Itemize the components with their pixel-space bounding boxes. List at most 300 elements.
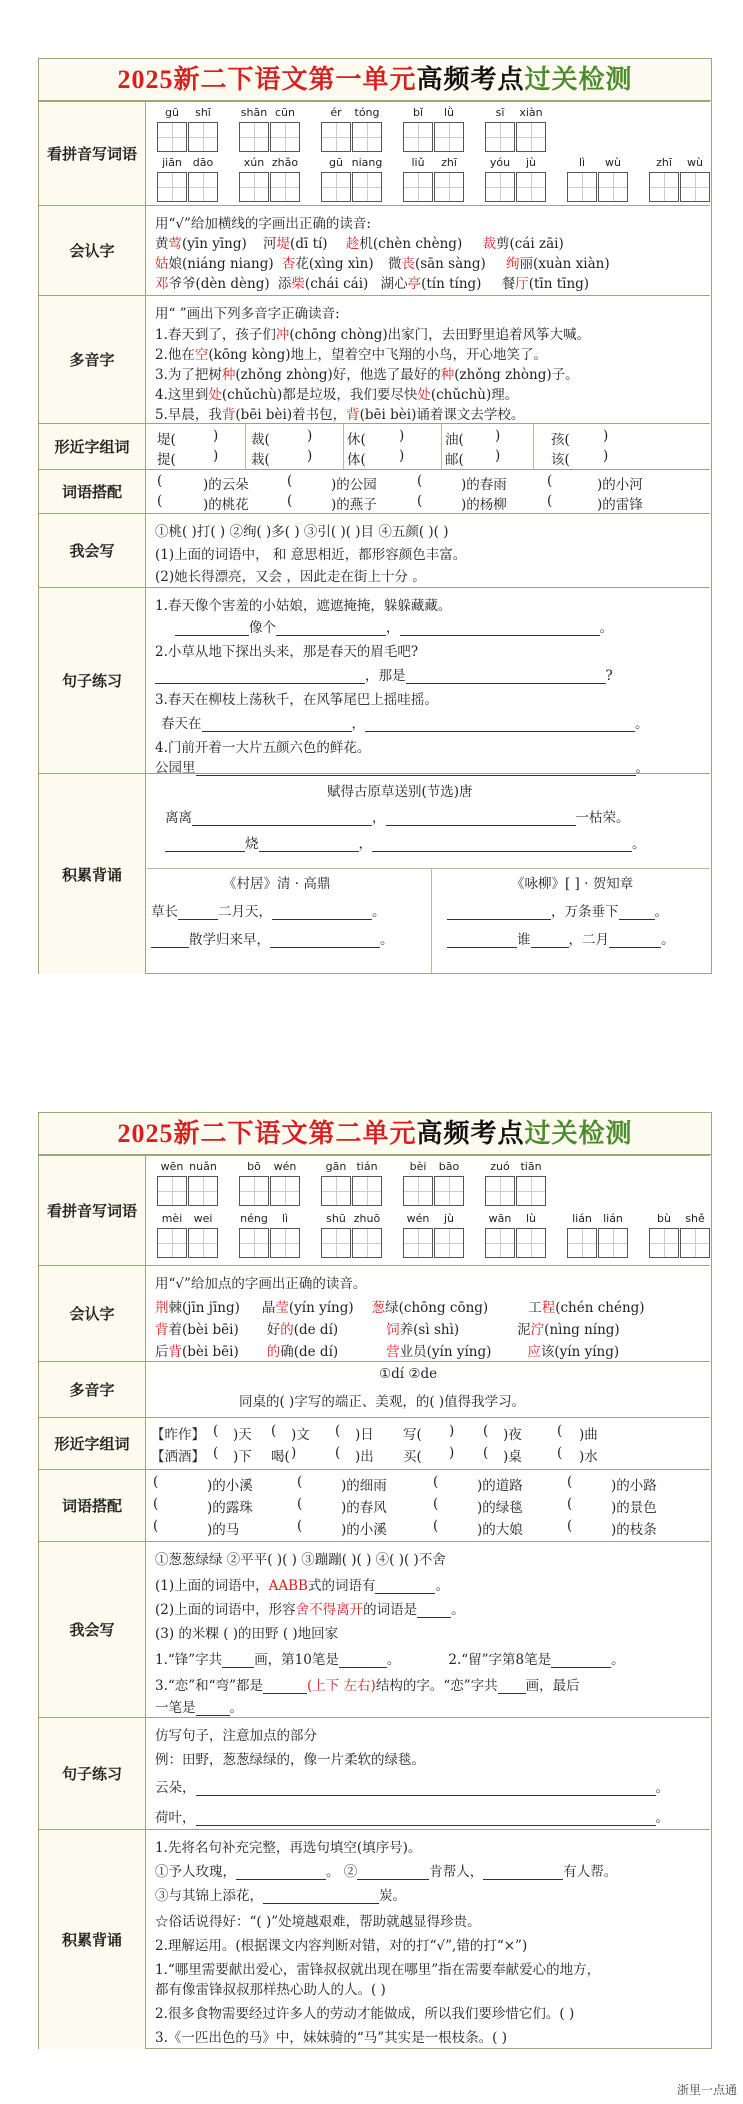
ciyu-cell[interactable]: )的雷锋 <box>597 497 643 513</box>
char-box[interactable] <box>239 172 269 202</box>
char-box[interactable] <box>434 1176 464 1206</box>
ciyu-cell[interactable]: )的马 <box>207 1522 240 1538</box>
section-label: 形近字组词 <box>39 1418 146 1469</box>
pinyin-label: xiàn <box>519 106 543 119</box>
text: 3.为了把树 <box>155 367 222 383</box>
ciyu-cell[interactable]: )的景色 <box>611 1500 657 1516</box>
ciyu-cell[interactable]: )的桃花 <box>203 497 249 513</box>
pinyin-options[interactable]: 确(de dí) <box>280 1344 339 1360</box>
pinyin-label: mèi <box>161 1212 183 1225</box>
char: 添 <box>277 276 292 292</box>
pinyin-options[interactable]: (bèi bēi) <box>182 1344 239 1360</box>
xingjin-cell[interactable]: 油( <box>445 432 464 448</box>
ciyu-cell[interactable]: ( <box>547 473 553 489</box>
pinyin-options[interactable]: 机(chèn chèng) <box>359 236 463 252</box>
xingjin-cell[interactable]: )夜 <box>503 1427 522 1443</box>
section-label: 词语搭配 <box>39 1470 146 1541</box>
ciyu-cell[interactable]: ( <box>297 1496 303 1512</box>
section-ciyu <box>39 1469 710 1541</box>
char-box[interactable] <box>157 122 187 152</box>
char-marked: 饲 <box>386 1322 400 1338</box>
pinyin-label: wén <box>406 1212 430 1225</box>
example-sentence: 2.小草从地下探出头来，那是春天的眉毛吧? <box>155 644 419 660</box>
ciyu-cell[interactable]: )的小路 <box>611 1478 657 1494</box>
section-wohuixie <box>39 513 710 587</box>
xingjin-cell[interactable]: ) <box>449 1445 455 1461</box>
pinyin-label: jiān <box>162 156 182 169</box>
char-box[interactable] <box>270 172 300 202</box>
xingjin-cell[interactable]: ) <box>307 448 313 464</box>
char-marked: 杏 <box>281 256 296 272</box>
xingjin-cell[interactable]: 休( <box>347 432 366 448</box>
poem-line[interactable]: 散学归来早， 。 <box>151 928 394 948</box>
xingjin-cell[interactable]: ( <box>335 1445 341 1461</box>
pinyin-options[interactable]: 棘(jīn jīng) <box>168 1300 240 1316</box>
pinyin-options[interactable]: (chōng chòng)出家门，去田野里追着风筝大喊。 <box>289 327 591 343</box>
xingjin-cell[interactable]: 提( <box>157 452 176 468</box>
char-box[interactable] <box>188 122 218 152</box>
pinyin-label: lì <box>281 1212 289 1225</box>
char-box[interactable] <box>516 1176 546 1206</box>
text: 。 ② <box>326 1864 358 1880</box>
char-box[interactable] <box>270 122 300 152</box>
pinyin-label: shī <box>195 106 211 119</box>
pinyin-label: wēn <box>160 1160 184 1173</box>
reading-line <box>155 1296 645 1316</box>
fill-line[interactable]: 一笔是 。 <box>155 1700 243 1716</box>
char-box[interactable] <box>598 172 628 202</box>
char-marked: 丧 <box>401 256 415 272</box>
text: 云朵， <box>155 1780 196 1796</box>
section-label: 词语搭配 <box>39 470 146 513</box>
char-box[interactable] <box>188 1176 218 1206</box>
char-box[interactable] <box>567 172 597 202</box>
xingjin-cell: 【洒酒】 <box>151 1449 205 1465</box>
section-label: 句子练习 <box>39 1718 146 1829</box>
example-sentence: 4.门前开着一大片五颜六色的鲜花。 <box>155 740 371 756</box>
pinyin-options[interactable]: 丽(xuàn xiàn) <box>519 256 610 272</box>
section-label: 我会写 <box>39 514 146 587</box>
xingjin-cell[interactable]: )出 <box>355 1449 374 1465</box>
char-marked: 趁 <box>345 236 360 252</box>
pinyin-options[interactable]: 着(bèi bēi) <box>168 1322 239 1338</box>
judge-item[interactable]: 2.很多食物需要经过许多人的劳动才能做成，所以我们要珍惜它们。( ) <box>155 2006 575 2022</box>
char-marked: 营 <box>386 1344 400 1360</box>
pinyin-options[interactable]: (zhǒng zhòng)子。 <box>454 367 579 383</box>
pinyin-options[interactable]: 绿(chōng cōng) <box>385 1300 489 1316</box>
char-marked: 空 <box>194 347 209 363</box>
pinyin-options[interactable]: (tín tíng) <box>421 276 482 292</box>
char: 后 <box>155 1344 169 1360</box>
char-marked: 柴 <box>291 276 305 292</box>
pinyin-label: wù <box>605 156 621 169</box>
ciyu-cell[interactable]: ( <box>157 493 163 509</box>
xingjin-cell[interactable]: ( <box>213 1423 219 1439</box>
xingjin-cell[interactable]: ( <box>271 1423 277 1439</box>
xingjin-cell[interactable]: ) <box>399 428 405 444</box>
text: 4.这里到 <box>155 387 209 403</box>
ciyu-cell[interactable]: ( <box>157 473 163 489</box>
char-box[interactable] <box>352 172 382 202</box>
judge-item[interactable]: 3.《一匹出色的马》中，妹妹骑的“马”其实是一根枝条。( ) <box>155 2030 508 2046</box>
text: ，万条垂下 <box>551 904 619 920</box>
poem-title: 《村居》清 · 高鼎 <box>223 876 331 892</box>
ciyu-cell[interactable]: ( <box>417 473 423 489</box>
char-box[interactable] <box>485 1176 515 1206</box>
ciyu-cell[interactable]: )的大娘 <box>477 1522 523 1538</box>
fill-line[interactable]: (2)上面的词语中，形容舍不得离开的词语是 。 <box>155 1602 465 1618</box>
pinyin-label: bǐ <box>412 106 424 119</box>
pinyin-label: zhǎo <box>271 156 299 169</box>
xingjin-cell[interactable]: 栽( <box>251 452 270 468</box>
title-part: 新二下语文 <box>173 1119 309 1149</box>
ciyu-cell[interactable]: )的杨柳 <box>461 497 507 513</box>
char-box[interactable] <box>403 1176 433 1206</box>
char-box[interactable] <box>188 172 218 202</box>
pinyin-label: tóng <box>354 106 380 119</box>
text: 1.春天到了，孩子们 <box>155 327 276 343</box>
char-marked: 处 <box>208 387 222 403</box>
sentence <box>155 403 524 423</box>
char-box[interactable] <box>434 122 464 152</box>
ciyu-cell[interactable]: ( <box>287 493 293 509</box>
fill-line[interactable] <box>155 1674 580 1694</box>
ciyu-cell[interactable]: )的春风 <box>341 1500 387 1516</box>
pinyin-options[interactable]: (chǔchù)理。 <box>430 387 519 403</box>
pinyin-label: niang <box>351 156 383 169</box>
text: 荷叶， <box>155 1810 196 1826</box>
answer-line[interactable]: 公园里 。 <box>155 760 649 776</box>
char-box[interactable] <box>188 1228 218 1258</box>
ciyu-cell[interactable]: )的小溪 <box>207 1478 253 1494</box>
char-box[interactable] <box>403 122 433 152</box>
pinyin-options[interactable]: 业员(yín yíng) <box>399 1344 492 1360</box>
ciyu-cell[interactable]: )的道路 <box>477 1478 523 1494</box>
fill-line[interactable] <box>155 1884 406 1904</box>
char-box[interactable] <box>270 1228 300 1258</box>
ciyu-cell[interactable]: ( <box>567 1474 573 1490</box>
highlight: 舍不得离开 <box>295 1602 364 1618</box>
char-box[interactable] <box>434 172 464 202</box>
pinyin-options[interactable]: (kōng kòng)地上，望着空中飞翔的小鸟，开心地笑了。 <box>208 347 548 363</box>
pinyin-options[interactable]: (chái cái) <box>304 276 369 292</box>
ciyu-cell[interactable]: )的细雨 <box>341 1478 387 1494</box>
fill-line[interactable]: ①桃( )打( ) ②绚( )多( ) ③引( )( )目 ④五颜( )( ) <box>155 524 449 540</box>
xingjin-cell[interactable]: 买( <box>403 1449 422 1465</box>
pinyin-options[interactable]: 花(xìng xìn) <box>295 256 374 272</box>
xingjin-cell[interactable]: ) <box>495 428 501 444</box>
xingjin-cell[interactable]: ( <box>557 1423 563 1439</box>
ciyu-cell[interactable]: ( <box>153 1496 159 1512</box>
section-label: 会认字 <box>39 1266 146 1361</box>
ciyu-cell[interactable]: ( <box>547 493 553 509</box>
divider <box>343 424 344 469</box>
highlight[interactable]: (上下 左右) <box>307 1678 376 1694</box>
char-box[interactable] <box>157 1176 187 1206</box>
xingjin-cell[interactable]: ) <box>603 428 609 444</box>
char-marked: 堤 <box>276 236 291 252</box>
judge-item[interactable]: 都有像雷锋叔叔那样热心助人的人。( ) <box>155 1982 386 1998</box>
section-label: 形近字组词 <box>39 424 146 469</box>
char-box[interactable] <box>516 122 546 152</box>
sentence <box>155 343 547 363</box>
char-box[interactable] <box>649 172 679 202</box>
xingjin-cell[interactable]: 该( <box>551 452 570 468</box>
pinyin-options[interactable]: (bēi bèi)诵着课文去学校。 <box>359 407 525 423</box>
char-marked: 的 <box>280 1322 294 1338</box>
xingjin-cell[interactable]: ) <box>213 448 219 464</box>
char-box[interactable] <box>516 172 546 202</box>
char-box[interactable] <box>352 1228 382 1258</box>
xingjin-cell[interactable]: )文 <box>291 1427 310 1443</box>
xingjin-cell[interactable]: ( <box>557 1445 563 1461</box>
ciyu-cell[interactable]: )的云朵 <box>203 477 249 493</box>
watermark-footer: 浙里一点通 <box>676 2083 737 2097</box>
char-box[interactable] <box>649 1228 679 1258</box>
answer-line[interactable]: 荷叶， 。 <box>155 1810 669 1826</box>
xingjin-cell[interactable]: )天 <box>233 1427 252 1443</box>
pinyin-options[interactable]: (yīn yīng) <box>182 236 247 252</box>
ciyu-cell[interactable]: ( <box>297 1518 303 1534</box>
section-pinyin <box>39 1155 710 1265</box>
text: 1.“锋”字共 <box>155 1652 223 1668</box>
text: (2)上面的词语中，形容 <box>155 1602 296 1618</box>
fill-line[interactable]: 同桌的( )字写的端正、美观，的( )值得我学习。 <box>239 1394 526 1410</box>
ciyu-cell[interactable]: )的春雨 <box>461 477 507 493</box>
ciyu-cell[interactable]: )的枝条 <box>611 1522 657 1538</box>
poem-line[interactable]: ，万条垂下 。 <box>447 900 668 920</box>
char-box[interactable] <box>567 1228 597 1258</box>
ciyu-cell[interactable]: ( <box>153 1474 159 1490</box>
pinyin-label: sī <box>495 106 505 119</box>
char-box[interactable] <box>680 172 710 202</box>
pinyin-label: bō <box>247 1160 261 1173</box>
example-sentence: 1.春天像个害羞的小姑娘，遮遮掩掩，躲躲藏藏。 <box>155 598 452 614</box>
fill-line[interactable]: (1)上面的词语中， 和 意思相近，都形容颜色丰富。 <box>155 547 467 563</box>
char: 微 <box>387 256 402 272</box>
char-marked: 莹 <box>275 1300 289 1316</box>
poem-line[interactable]: 草长 二月天， 。 <box>151 904 386 920</box>
text: 3.“恋”和“弯”都是 <box>155 1678 263 1694</box>
char-box[interactable] <box>321 122 351 152</box>
xingjin-cell[interactable]: )下 <box>233 1449 252 1465</box>
char-marked: 荆 <box>155 1300 169 1316</box>
pinyin-options[interactable]: (zhǒng zhòng)好，他选了最好的 <box>235 367 441 383</box>
text: 5.早晨，我 <box>155 407 222 423</box>
fill-line[interactable] <box>155 1860 617 1880</box>
pinyin-label: liǔ <box>411 156 425 169</box>
char-box[interactable] <box>239 1228 269 1258</box>
pinyin-options[interactable]: (chǔchù)都是垃圾，我们要尽快 <box>221 387 418 403</box>
char-box[interactable] <box>352 122 382 152</box>
answer-line[interactable]: 云朵， 。 <box>155 1780 669 1796</box>
char-box[interactable] <box>352 1176 382 1206</box>
xingjin-cell[interactable]: ( <box>483 1423 489 1439</box>
fill-line[interactable]: (2)她长得漂亮，又会 ，因此走在街上十分 。 <box>155 569 426 585</box>
text: (1)上面的词语中， <box>155 1578 269 1594</box>
char-box[interactable] <box>157 172 187 202</box>
pinyin-options[interactable]: (nìng níng) <box>544 1322 620 1338</box>
ciyu-cell[interactable]: ( <box>297 1474 303 1490</box>
char-box[interactable] <box>434 1228 464 1258</box>
xingjin-cell[interactable]: ) <box>307 428 313 444</box>
fill-line[interactable]: (3) 的米粿 ( )的田野 ( )地回家 <box>155 1626 339 1642</box>
title-part: 新二下语文 <box>173 65 309 95</box>
char-box[interactable] <box>239 122 269 152</box>
pinyin-label: nuǎn <box>189 1160 217 1173</box>
ciyu-cell[interactable]: ( <box>433 1496 439 1512</box>
xingjin-cell[interactable]: )桌 <box>503 1449 522 1465</box>
ciyu-cell[interactable]: )的绿毯 <box>477 1500 523 1516</box>
section-jilei <box>39 1829 710 2049</box>
judge-item[interactable]: 1.“哪里需要献出爱心，雷锋叔叔就出现在哪里”指在需要奉献爱心的地方， <box>155 1962 601 1978</box>
char-marked: 程 <box>541 1300 556 1316</box>
pinyin-options[interactable]: 娘(niáng niang) <box>168 256 274 272</box>
ciyu-cell[interactable]: )的小溪 <box>341 1522 387 1538</box>
title-part: 高频考点 <box>416 1119 525 1149</box>
section-label: 会认字 <box>39 206 146 295</box>
section-huirenzi <box>39 1265 710 1361</box>
text: 肯帮人， <box>429 1864 484 1880</box>
reading-line <box>155 232 564 252</box>
text: 离离 <box>165 810 192 826</box>
pinyin-options[interactable]: 剪(cái zāi) <box>496 236 564 252</box>
ciyu-cell[interactable]: ( <box>153 1518 159 1534</box>
divider <box>533 424 534 469</box>
pinyin-options[interactable]: (bēi bèi)着书包， <box>235 407 347 423</box>
pinyin-label: bèi <box>409 1160 427 1173</box>
poem-line[interactable]: 离离 ， 一枯荣。 <box>165 810 630 826</box>
pinyin-label: lián <box>572 1212 592 1225</box>
xingjin-grid <box>147 424 710 469</box>
xingjin-cell[interactable]: ) <box>495 448 501 464</box>
pinyin-options[interactable]: 养(sì shì) <box>399 1322 460 1338</box>
char-box[interactable] <box>239 1176 269 1206</box>
section-label: 我会写 <box>39 1542 146 1717</box>
section-label: 多音字 <box>39 1362 146 1417</box>
ciyu-cell[interactable]: )的露珠 <box>207 1500 253 1516</box>
char-box[interactable] <box>516 1228 546 1258</box>
xingjin-cell[interactable]: ) <box>213 428 219 444</box>
char-box[interactable] <box>598 1228 628 1258</box>
xingjin-cell[interactable]: ( <box>213 1445 219 1461</box>
pinyin-label: zhī <box>441 156 457 169</box>
xingjin-cell[interactable]: ) <box>291 1445 297 1461</box>
xingjin-cell[interactable]: 孩( <box>551 432 570 448</box>
xingjin-cell[interactable]: 裁( <box>251 432 270 448</box>
xingjin-cell[interactable]: ( <box>335 1423 341 1439</box>
xingjin-grid <box>147 1418 710 1469</box>
char-box[interactable] <box>321 1176 351 1206</box>
pinyin-options[interactable]: (dī tí) <box>290 236 328 252</box>
sheet-title <box>39 1113 711 1155</box>
text: 结构的字。“恋”字共 <box>375 1678 498 1694</box>
instruction: 用“ ”画出下列多音字正确读音: <box>155 306 340 322</box>
char-box[interactable] <box>270 1176 300 1206</box>
char-box[interactable] <box>321 172 351 202</box>
ciyu-cell[interactable]: ( <box>417 493 423 509</box>
answer-line[interactable]: 像个 ， 。 <box>175 616 613 636</box>
ciyu-cell[interactable]: ( <box>287 473 293 489</box>
xingjin-cell[interactable]: )曲 <box>579 1427 598 1443</box>
char-box[interactable] <box>485 172 515 202</box>
text: ，那是 <box>365 668 406 684</box>
pinyin-options: ①dí ②de <box>379 1366 438 1382</box>
char-marked: 邓 <box>155 276 169 292</box>
char-marked: 亭 <box>407 276 422 292</box>
ciyu-cell[interactable]: )的燕子 <box>331 497 377 513</box>
fill-line[interactable]: ①葱葱绿绿 ②平平( )( ) ③蹦蹦( )( ) ④( )( )不舍 <box>155 1552 446 1568</box>
char-box[interactable] <box>321 1228 351 1258</box>
xingjin-cell[interactable]: )日 <box>355 1427 374 1443</box>
sentence <box>155 383 518 403</box>
char-marked: 背 <box>168 1344 182 1360</box>
text: 式的词语有 <box>307 1578 376 1594</box>
xingjin-cell[interactable]: 写( <box>403 1427 422 1443</box>
section-label: 看拼音写词语 <box>39 102 146 205</box>
ciyu-cell[interactable]: ( <box>433 1518 439 1534</box>
char-box[interactable] <box>403 172 433 202</box>
char: 黄 <box>155 236 169 252</box>
reading-line <box>155 252 610 272</box>
ciyu-cell[interactable]: ( <box>567 1518 573 1534</box>
pinyin-options[interactable]: (tīn tīng) <box>528 276 590 292</box>
xingjin-cell[interactable]: ) <box>603 448 609 464</box>
xingjin-cell[interactable]: 体( <box>347 452 366 468</box>
pinyin-options[interactable]: (chén chéng) <box>555 1300 645 1316</box>
instruction: 用“√”给加点的字画出正确的读音。 <box>155 1276 367 1292</box>
pinyin-options[interactable]: (sān sàng) <box>414 256 486 272</box>
pinyin-grid <box>147 1156 710 1265</box>
xingjin-cell[interactable]: ) <box>449 1423 455 1439</box>
ciyu-cell[interactable]: )的公园 <box>331 477 377 493</box>
fill-line[interactable]: (1)上面的词语中，AABB式的词语有 。 <box>155 1578 449 1594</box>
answer-line[interactable]: 春天在 ， 。 <box>161 716 649 732</box>
ciyu-cell[interactable]: ( <box>567 1496 573 1512</box>
text: 有人帮。 <box>563 1864 618 1880</box>
char-box[interactable] <box>403 1228 433 1258</box>
char-box[interactable] <box>485 122 515 152</box>
pinyin-options[interactable]: (yín yíng) <box>288 1300 354 1316</box>
pinyin-label: lì <box>578 156 586 169</box>
xingjin-cell[interactable]: ) <box>399 448 405 464</box>
pinyin-label: lù <box>525 1212 537 1225</box>
fill-line[interactable]: 1.“锋”字共 画，第10笔是 。 2.“留”字第8笔是 。 <box>155 1652 625 1668</box>
xingjin-cell[interactable]: 堤( <box>157 432 176 448</box>
pinyin-grid <box>147 102 710 205</box>
char-box[interactable] <box>157 1228 187 1258</box>
fill-line[interactable]: ☆俗话说得好：“( )”处境越艰难，帮助就越显得珍贵。 <box>155 1914 481 1930</box>
example-sentence: 例：田野，葱葱绿绿的，像一片柔软的绿毯。 <box>155 1752 425 1768</box>
xingjin-cell[interactable]: 喝( <box>271 1449 290 1465</box>
text: 画，最后 <box>525 1678 580 1694</box>
xingjin-cell[interactable]: 邮( <box>445 452 464 468</box>
char-box[interactable] <box>680 1228 710 1258</box>
ciyu-grid <box>147 470 710 513</box>
char-box[interactable] <box>485 1228 515 1258</box>
poem-line[interactable]: 谁 ，二月 。 <box>447 928 675 948</box>
answer-line[interactable] <box>155 664 613 684</box>
pinyin-options[interactable]: (de dí) <box>293 1322 339 1338</box>
char-marked: 种 <box>221 367 236 383</box>
poem-line[interactable]: 烧 ， 。 <box>165 832 646 852</box>
xingjin-cell[interactable]: )水 <box>579 1449 598 1465</box>
ciyu-cell[interactable]: )的小河 <box>597 477 643 493</box>
pinyin-options[interactable]: 该(yín yíng) <box>540 1344 620 1360</box>
xingjin-cell[interactable]: ( <box>483 1445 489 1461</box>
pinyin-options[interactable]: 爷爷(dèn dèng) <box>168 276 270 292</box>
ciyu-cell[interactable]: ( <box>433 1474 439 1490</box>
